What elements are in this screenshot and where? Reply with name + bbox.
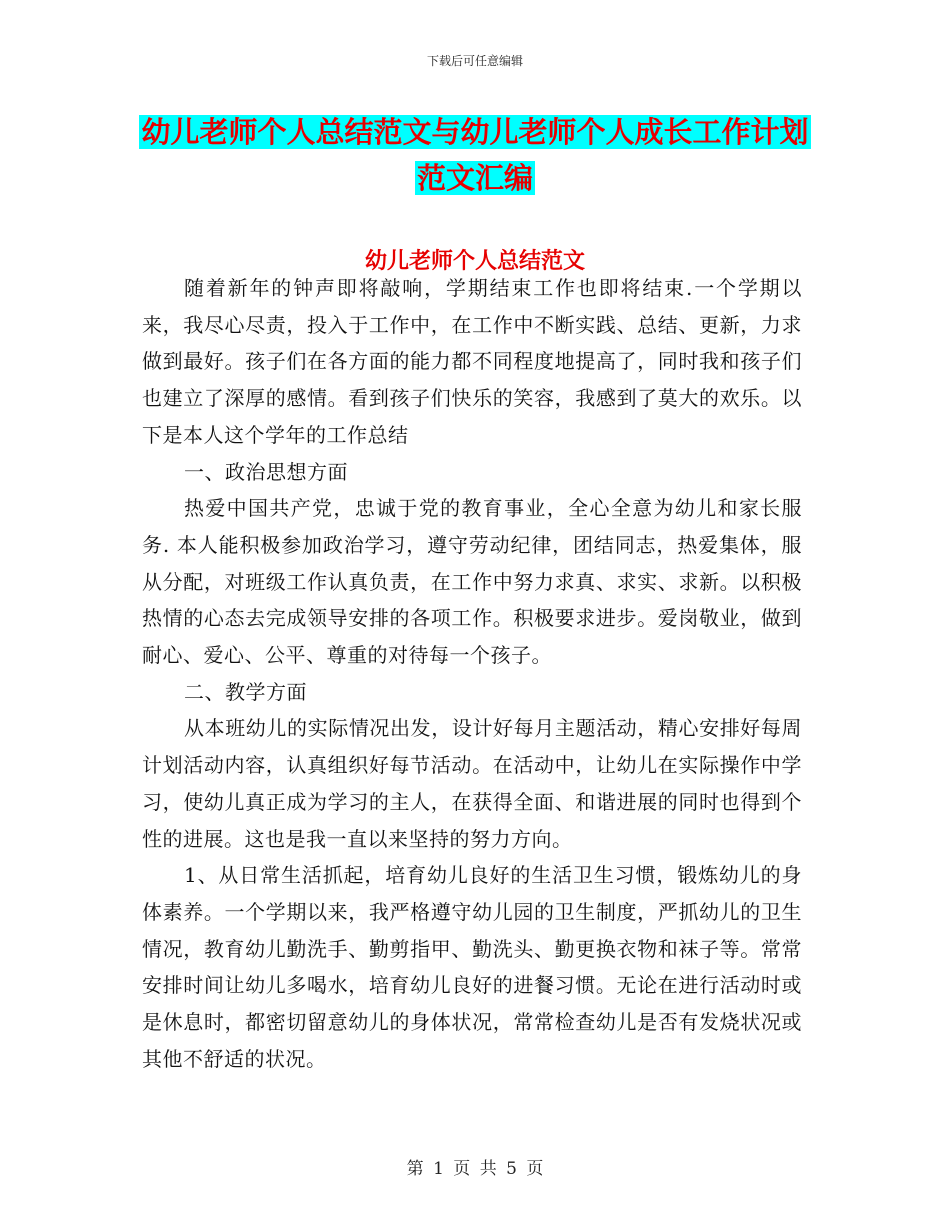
heading-teaching: 二、教学方面: [184, 679, 307, 704]
heading-politics: 一、政治思想方面: [184, 459, 348, 484]
page-footer: 第 1 页 共 5 页: [406, 1159, 544, 1179]
title-highlight-1: 幼儿老师个人总结范文与幼儿老师个人成长工作计划: [141, 115, 809, 149]
header-note: 下载后可任意编辑: [426, 54, 523, 68]
paragraph-intro: 随着新年的钟声即将敲响，学期结束工作也即将结束.一个学期以来，我尽心尽责，投入于工作中，在工作中不断实践、总结、更新，力求做到最好。孩子们在各方面的能力都不同程度地提高了，同时我和孩子们也建立了深厚的感情。看到孩子们快乐的笑容，我感到了莫大的欢乐。以下是本人这个学年的工作总结: [142, 276, 802, 447]
document-title-line-1: [0, 110, 950, 151]
paragraph-teaching: 从本班幼儿的实际情况出发，设计好每月主题活动，精心安排好每周计划活动内容，认真组织好每节活动。在活动中，让幼儿在实际操作中学习，使幼儿真正成为学习的主人，在获得全面、和谐进展的同时也得到个性的进展。这也是我一直以来坚持的努力方向。: [142, 716, 802, 851]
paragraph-politics: 热爱中国共产党，忠诚于党的教育事业，全心全意为幼儿和家长服务. 本人能积极参加政治学习，遵守劳动纪律，团结同志，热爱集体，服从分配，对班级工作认真负责，在工作中努力求真、求实、求新。以积极热情的心态去完成领导安排的各项工作。积极要求进步。爱岗敬业，做到耐心、爱心、公平、尊重的对待每一个孩子。: [142, 496, 802, 668]
section-title: 幼儿老师个人总结范文: [364, 249, 585, 274]
title-highlight-2: 范文汇编: [416, 161, 533, 195]
body-text: [142, 270, 802, 1077]
paragraph-daily-life: 1、从日常生活抓起，培育幼儿良好的生活卫生习惯，锻炼幼儿的身体素养。一个学期以来，我严格遵守幼儿园的卫生制度，严抓幼儿的卫生情况，教育幼儿勤洗手、勤剪指甲、勤洗头、勤更换衣物和袜子等。常常安排时间让幼儿多喝水，培育幼儿良好的进餐习惯。无论在进行活动时或是休息时，都密切留意幼儿的身体状况，常常检查幼儿是否有发烧状况或其他不舒适的状况。: [142, 863, 802, 1071]
document-title-line-2: [0, 156, 950, 197]
